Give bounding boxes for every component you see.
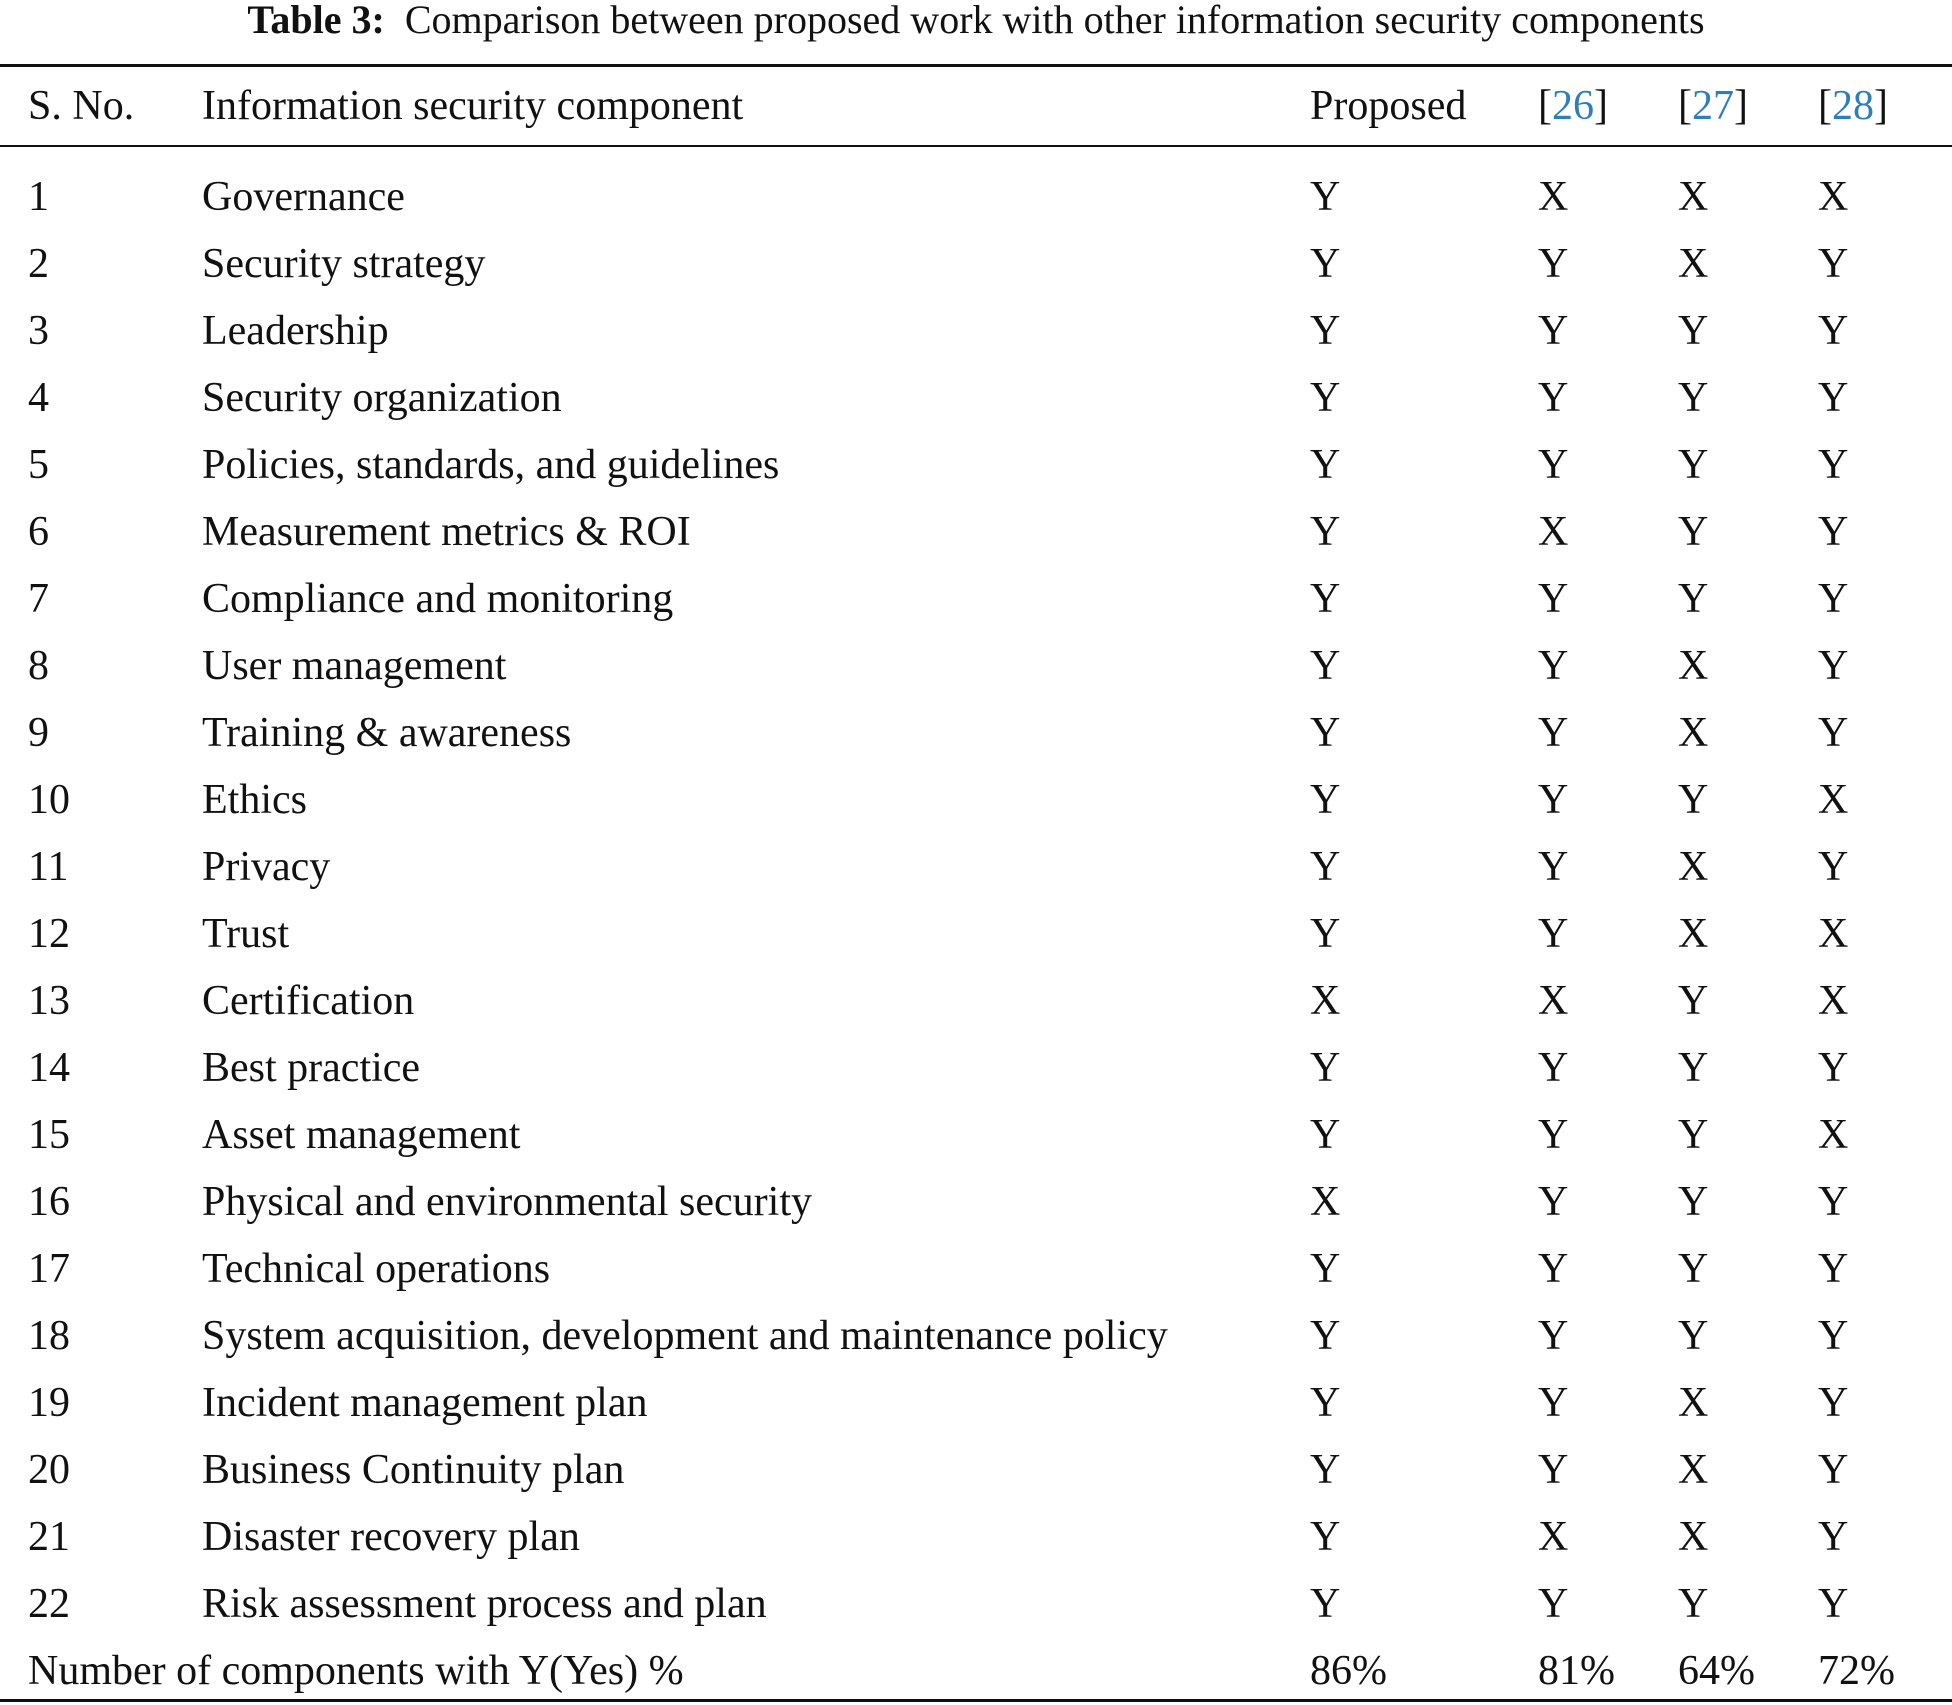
cell-proposed: Y — [1310, 1446, 1341, 1493]
row-component: Asset management — [202, 1111, 521, 1158]
cell-ref-26: Y — [1538, 1580, 1569, 1627]
cell-proposed: Y — [1310, 508, 1341, 555]
cell-proposed: Y — [1310, 173, 1341, 220]
table-row — [0, 632, 1952, 699]
row-number: 2 — [28, 240, 49, 287]
ref-27-link[interactable]: 27 — [1692, 83, 1734, 129]
summary-proposed: 86% — [1310, 1647, 1387, 1694]
row-component: Security organization — [202, 374, 562, 421]
row-component: Trust — [202, 910, 290, 957]
cell-ref-26: Y — [1538, 709, 1569, 756]
table-caption — [0, 0, 1952, 50]
row-number: 19 — [28, 1379, 70, 1426]
cell-ref-26: Y — [1538, 1178, 1569, 1225]
table-row — [0, 699, 1952, 766]
cell-proposed: Y — [1310, 1245, 1341, 1292]
cell-ref-28: Y — [1818, 1379, 1849, 1426]
cell-ref-28: Y — [1818, 575, 1849, 622]
cell-proposed: Y — [1310, 441, 1341, 488]
cell-proposed: Y — [1310, 910, 1341, 957]
table-row — [0, 1369, 1952, 1436]
cell-ref-26: Y — [1538, 1446, 1569, 1493]
row-component: Business Continuity plan — [202, 1446, 625, 1493]
cell-ref-26: Y — [1538, 1044, 1569, 1091]
cell-ref-27: Y — [1678, 575, 1709, 622]
row-number: 21 — [28, 1513, 70, 1560]
cell-ref-26: Y — [1538, 1111, 1569, 1158]
cell-ref-26: Y — [1538, 642, 1569, 689]
table-row — [0, 498, 1952, 565]
cell-ref-27: Y — [1678, 977, 1709, 1024]
cell-proposed: Y — [1310, 307, 1341, 354]
cell-ref-26: X — [1538, 977, 1569, 1024]
cell-ref-27: Y — [1678, 776, 1709, 823]
cell-proposed: Y — [1310, 575, 1341, 622]
header-ref-27: [27] — [1678, 83, 1748, 129]
cell-ref-27: Y — [1678, 1580, 1709, 1627]
row-number: 11 — [28, 843, 69, 890]
header-row — [0, 67, 1952, 145]
cell-ref-27: X — [1678, 1379, 1709, 1426]
row-component: Ethics — [202, 776, 307, 823]
header-ref-26: [26] — [1538, 83, 1608, 129]
row-component: Training & awareness — [202, 709, 572, 756]
row-component: Privacy — [202, 843, 331, 890]
cell-ref-27: Y — [1678, 1245, 1709, 1292]
summary-ref-28: 72% — [1818, 1647, 1895, 1694]
row-component: Security strategy — [202, 240, 486, 287]
cell-proposed: Y — [1310, 1379, 1341, 1426]
row-component: Certification — [202, 977, 415, 1024]
cell-ref-27: Y — [1678, 1111, 1709, 1158]
cell-ref-27: X — [1678, 240, 1709, 287]
row-component: Governance — [202, 173, 405, 220]
cell-ref-28: X — [1818, 910, 1849, 957]
row-number: 4 — [28, 374, 49, 421]
table-row — [0, 1101, 1952, 1168]
row-component: Risk assessment process and plan — [202, 1580, 767, 1627]
cell-ref-28: X — [1818, 776, 1849, 823]
row-number: 6 — [28, 508, 49, 555]
cell-ref-28: Y — [1818, 1446, 1849, 1493]
cell-ref-28: Y — [1818, 1178, 1849, 1225]
cell-ref-27: X — [1678, 1446, 1709, 1493]
cell-ref-26: Y — [1538, 575, 1569, 622]
row-component: Measurement metrics & ROI — [202, 508, 691, 555]
table-row — [0, 766, 1952, 833]
row-component: Best practice — [202, 1044, 421, 1091]
cell-ref-28: X — [1818, 173, 1849, 220]
table-row — [0, 431, 1952, 498]
table-row — [0, 364, 1952, 431]
row-number: 18 — [28, 1312, 70, 1359]
cell-proposed: Y — [1310, 374, 1341, 421]
cell-proposed: Y — [1310, 843, 1341, 890]
row-component: System acquisition, development and maintenance policy — [202, 1312, 1168, 1359]
cell-proposed: Y — [1310, 1513, 1341, 1560]
row-component: User management — [202, 642, 507, 689]
row-number: 3 — [28, 307, 49, 354]
cell-ref-27: Y — [1678, 508, 1709, 555]
table-row — [0, 967, 1952, 1034]
summary-ref-26: 81% — [1538, 1647, 1615, 1694]
cell-proposed: Y — [1310, 642, 1341, 689]
table-row — [0, 565, 1952, 632]
cell-ref-28: Y — [1818, 240, 1849, 287]
header-proposed: Proposed — [1310, 83, 1467, 129]
cell-ref-28: Y — [1818, 1312, 1849, 1359]
cell-ref-28: Y — [1818, 1513, 1849, 1560]
row-component: Technical operations — [202, 1245, 551, 1292]
cell-ref-26: Y — [1538, 374, 1569, 421]
cell-ref-27: Y — [1678, 1178, 1709, 1225]
cell-ref-27: X — [1678, 1513, 1709, 1560]
cell-ref-28: Y — [1818, 1245, 1849, 1292]
row-number: 12 — [28, 910, 70, 957]
row-number: 16 — [28, 1178, 70, 1225]
cell-ref-27: X — [1678, 910, 1709, 957]
header-sno: S. No. — [28, 83, 135, 129]
cell-ref-26: Y — [1538, 843, 1569, 890]
row-number: 15 — [28, 1111, 70, 1158]
cell-ref-28: Y — [1818, 843, 1849, 890]
cell-ref-27: X — [1678, 843, 1709, 890]
row-component: Compliance and monitoring — [202, 575, 674, 622]
cell-proposed: X — [1310, 1178, 1341, 1225]
cell-proposed: Y — [1310, 1580, 1341, 1627]
summary-label: Number of components with Y(Yes) % — [28, 1647, 684, 1694]
row-number: 1 — [28, 173, 49, 220]
row-number: 7 — [28, 575, 49, 622]
row-component: Leadership — [202, 307, 389, 354]
row-number: 13 — [28, 977, 70, 1024]
ref-26-link[interactable]: 26 — [1552, 83, 1594, 129]
ref-28-link[interactable]: 28 — [1832, 83, 1874, 129]
cell-ref-26: Y — [1538, 1245, 1569, 1292]
caption-text: Comparison between proposed work with other information security components — [404, 0, 1705, 42]
table-row — [0, 297, 1952, 364]
cell-ref-26: Y — [1538, 910, 1569, 957]
cell-ref-27: Y — [1678, 441, 1709, 488]
cell-ref-27: X — [1678, 173, 1709, 220]
cell-ref-26: Y — [1538, 240, 1569, 287]
cell-proposed: Y — [1310, 240, 1341, 287]
row-number: 5 — [28, 441, 49, 488]
header-component: Information security component — [202, 83, 744, 129]
cell-ref-27: Y — [1678, 307, 1709, 354]
cell-proposed: Y — [1310, 1111, 1341, 1158]
comparison-table — [0, 67, 1952, 1704]
cell-ref-28: Y — [1818, 1044, 1849, 1091]
row-number: 8 — [28, 642, 49, 689]
summary-row — [0, 1637, 1952, 1704]
cell-ref-28: Y — [1818, 508, 1849, 555]
cell-ref-26: Y — [1538, 307, 1569, 354]
cell-proposed: Y — [1310, 1044, 1341, 1091]
row-number: 10 — [28, 776, 70, 823]
row-number: 9 — [28, 709, 49, 756]
row-component: Policies, standards, and guidelines — [202, 441, 780, 488]
cell-proposed: Y — [1310, 1312, 1341, 1359]
table-row — [0, 1302, 1952, 1369]
cell-ref-26: X — [1538, 508, 1569, 555]
header-ref-28: [28] — [1818, 83, 1888, 129]
table-row — [0, 1034, 1952, 1101]
cell-ref-27: X — [1678, 709, 1709, 756]
cell-ref-26: Y — [1538, 776, 1569, 823]
table-row — [0, 1436, 1952, 1503]
row-component: Incident management plan — [202, 1379, 648, 1426]
cell-ref-28: Y — [1818, 1580, 1849, 1627]
cell-ref-26: X — [1538, 1513, 1569, 1560]
caption-label: Table 3: — [247, 0, 385, 42]
table-row — [0, 230, 1952, 297]
table-body — [0, 145, 1952, 1637]
table-row — [0, 145, 1952, 230]
row-component: Disaster recovery plan — [202, 1513, 580, 1560]
cell-ref-27: X — [1678, 642, 1709, 689]
cell-proposed: Y — [1310, 776, 1341, 823]
table-row — [0, 1570, 1952, 1637]
table-row — [0, 833, 1952, 900]
table-row — [0, 900, 1952, 967]
cell-ref-27: Y — [1678, 1312, 1709, 1359]
row-component: Physical and environmental security — [202, 1178, 813, 1225]
row-number: 14 — [28, 1044, 70, 1091]
table-row — [0, 1235, 1952, 1302]
cell-ref-26: X — [1538, 173, 1569, 220]
cell-proposed: Y — [1310, 709, 1341, 756]
cell-ref-27: Y — [1678, 374, 1709, 421]
table-header — [0, 67, 1952, 145]
cell-ref-28: Y — [1818, 709, 1849, 756]
row-number: 22 — [28, 1580, 70, 1627]
row-number: 17 — [28, 1245, 70, 1292]
row-number: 20 — [28, 1446, 70, 1493]
cell-ref-28: X — [1818, 1111, 1849, 1158]
cell-ref-28: Y — [1818, 642, 1849, 689]
cell-ref-26: Y — [1538, 1379, 1569, 1426]
cell-ref-26: Y — [1538, 441, 1569, 488]
cell-ref-27: Y — [1678, 1044, 1709, 1091]
summary-ref-27: 64% — [1678, 1647, 1755, 1694]
cell-proposed: X — [1310, 977, 1341, 1024]
table-row — [0, 1168, 1952, 1235]
table-footer — [0, 1637, 1952, 1704]
cell-ref-26: Y — [1538, 1312, 1569, 1359]
cell-ref-28: Y — [1818, 441, 1849, 488]
cell-ref-28: Y — [1818, 307, 1849, 354]
cell-ref-28: Y — [1818, 374, 1849, 421]
table-row — [0, 1503, 1952, 1570]
cell-ref-28: X — [1818, 977, 1849, 1024]
